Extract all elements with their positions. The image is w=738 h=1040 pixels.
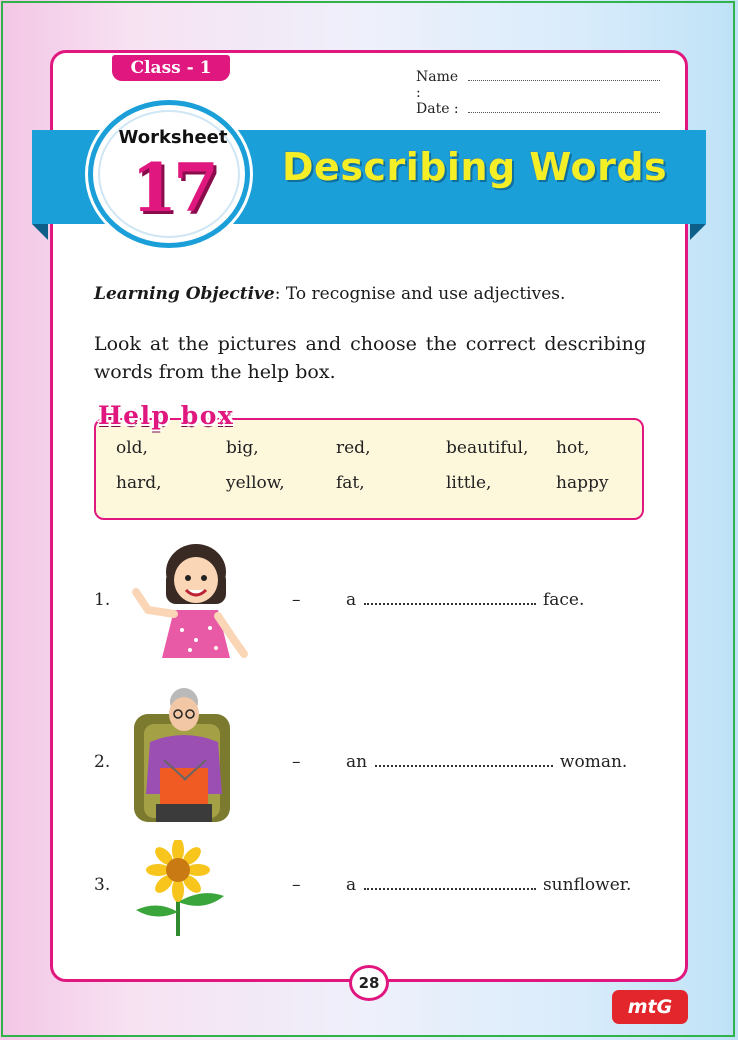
name-field[interactable] bbox=[416, 68, 660, 101]
date-label: Date : bbox=[416, 101, 459, 117]
help-box-words bbox=[116, 438, 626, 493]
old-woman-knitting-picture bbox=[126, 684, 238, 826]
help-word: red, bbox=[336, 438, 371, 458]
question-prefix: a bbox=[346, 875, 357, 895]
learning-objective bbox=[94, 284, 565, 304]
worksheet-title: Describing Words bbox=[282, 145, 668, 189]
worksheet-number: 17 bbox=[131, 149, 215, 227]
banner-fold-right bbox=[690, 224, 706, 240]
question-dash: – bbox=[292, 875, 301, 895]
page-number: 28 bbox=[349, 965, 389, 1001]
banner-fold-left bbox=[32, 224, 48, 240]
objective-text: : To recognise and use adjectives. bbox=[274, 284, 566, 304]
sunflower-picture bbox=[128, 840, 230, 938]
question-number: 1. bbox=[94, 590, 111, 610]
question-prefix: an bbox=[346, 752, 368, 772]
answer-blank[interactable] bbox=[375, 753, 553, 767]
question-suffix: woman. bbox=[559, 752, 628, 772]
name-line[interactable] bbox=[468, 68, 660, 81]
help-box-label: Help box bbox=[98, 401, 235, 430]
instruction-text: Look at the pictures and choose the correct describing words from the help box. bbox=[94, 333, 646, 383]
question-sentence bbox=[346, 875, 631, 895]
help-word: big, bbox=[226, 438, 259, 458]
question-sentence bbox=[346, 752, 627, 772]
answer-blank[interactable] bbox=[364, 876, 536, 890]
question-suffix: face. bbox=[542, 590, 585, 610]
name-label: Name : bbox=[416, 69, 459, 101]
help-word: yellow, bbox=[226, 473, 285, 493]
smiling-girl-picture bbox=[126, 540, 258, 664]
question-dash: – bbox=[292, 590, 301, 610]
question-number: 3. bbox=[94, 875, 111, 895]
help-word: beautiful, bbox=[446, 438, 529, 458]
help-word: fat, bbox=[336, 473, 365, 493]
mtg-logo: mtG bbox=[612, 990, 688, 1024]
help-word: happy bbox=[556, 473, 609, 493]
objective-label: Learning Objective bbox=[94, 284, 275, 304]
class-tab: Class - 1 bbox=[112, 55, 230, 81]
help-word: hot, bbox=[556, 438, 590, 458]
question-suffix: sunflower. bbox=[542, 875, 632, 895]
worksheet-word: Worksheet bbox=[118, 127, 228, 148]
date-line[interactable] bbox=[468, 100, 660, 113]
help-word: little, bbox=[446, 473, 492, 493]
question-number: 2. bbox=[94, 752, 111, 772]
help-word: hard, bbox=[116, 473, 162, 493]
question-dash: – bbox=[292, 752, 301, 772]
question-prefix: a bbox=[346, 590, 357, 610]
help-word: old, bbox=[116, 438, 148, 458]
answer-blank[interactable] bbox=[364, 591, 536, 605]
date-field[interactable] bbox=[416, 100, 660, 117]
question-sentence bbox=[346, 590, 584, 610]
